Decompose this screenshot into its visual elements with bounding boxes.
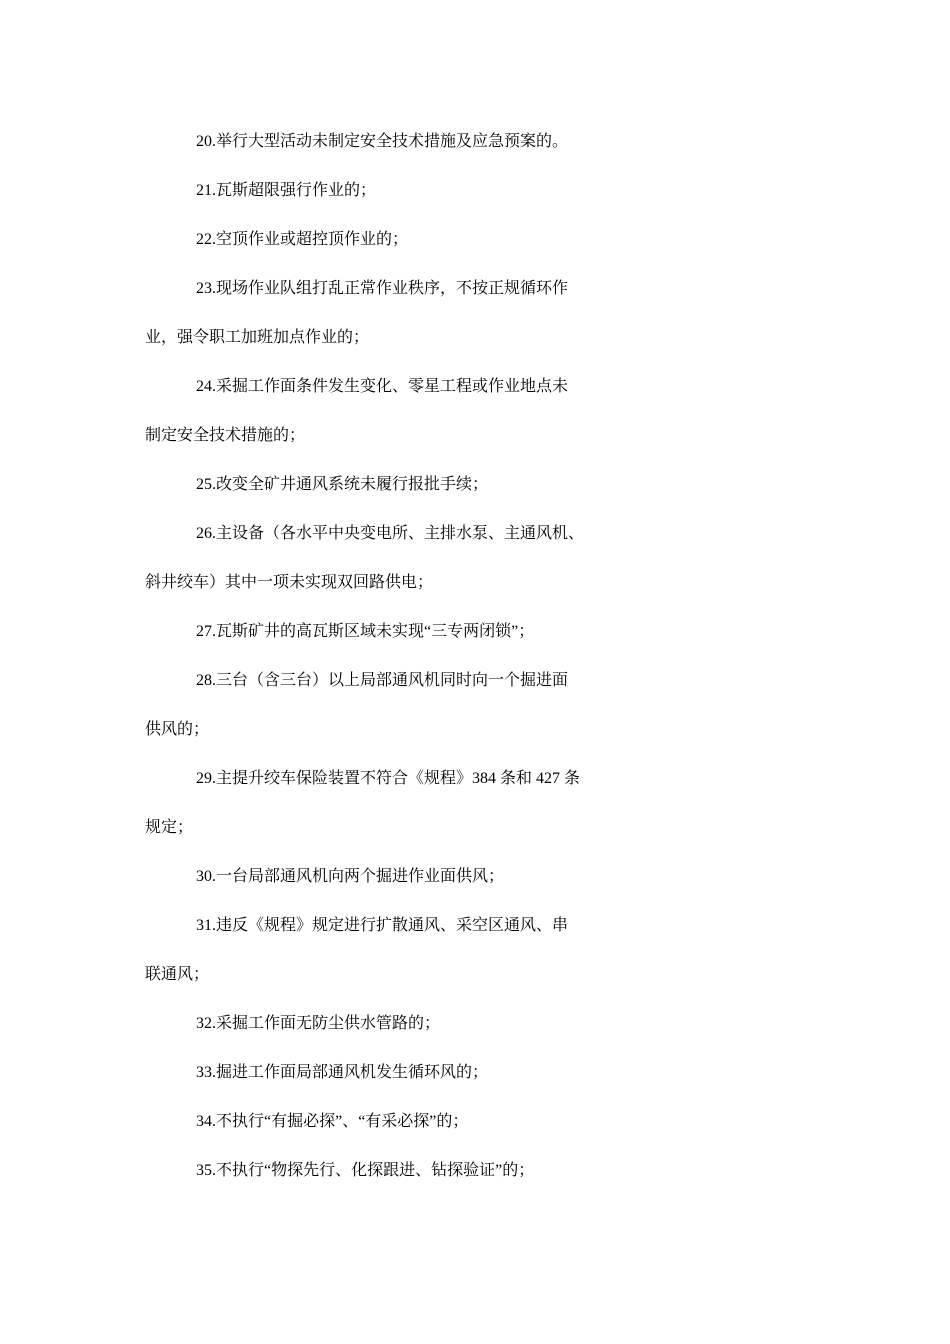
- list-item-text-continuation: 规定；: [145, 819, 194, 836]
- list-item-text-continuation: 业，强令职工加班加点作业的；: [145, 329, 370, 346]
- list-item-text: 26.主设备（各水平中央变电所、主排水泵、主通风机、: [196, 525, 585, 542]
- list-item: [145, 765, 825, 863]
- list-item-text: 31.违反《规程》规定进行扩散通风、采空区通风、串: [196, 917, 569, 934]
- list-item-text: 35.不执行“物探先行、化探跟进、钻探验证”的；: [196, 1162, 535, 1179]
- list-item-text: 28.三台（含三台）以上局部通风机同时向一个掘进面: [196, 672, 569, 689]
- list-item-text-continuation: 供风的；: [145, 721, 210, 738]
- list-item-text-continuation: 制定安全技术措施的；: [145, 427, 306, 444]
- list-item: [145, 1010, 825, 1059]
- list-item: [145, 373, 825, 471]
- list-item-text: 24.采掘工作面条件发生变化、零星工程或作业地点未: [196, 378, 569, 395]
- list-item: [145, 618, 825, 667]
- list-item-text-continuation: 斜井绞车）其中一项未实现双回路供电；: [145, 574, 434, 591]
- list-item-text: 21.瓦斯超限强行作业的；: [196, 182, 377, 199]
- list-item: [145, 275, 825, 373]
- list-item: [145, 471, 825, 520]
- list-item-text-continuation: 联通风；: [145, 966, 210, 983]
- list-item: [145, 226, 825, 275]
- list-item: [145, 1157, 825, 1206]
- list-item-text: 20.举行大型活动未制定安全技术措施及应急预案的。: [196, 133, 569, 150]
- list-item: [145, 177, 825, 226]
- list-item-text: 32.采掘工作面无防尘供水管路的；: [196, 1015, 441, 1032]
- list-item: [145, 1108, 825, 1157]
- list-item-text: 29.主提升绞车保险装置不符合《规程》384 条和 427 条: [196, 770, 581, 787]
- list-item: [145, 520, 825, 618]
- list-item-text: 25.改变全矿井通风系统未履行报批手续；: [196, 476, 489, 493]
- list-item-text: 30.一台局部通风机向两个掘进作业面供风；: [196, 868, 505, 885]
- list-item-text: 22.空顶作业或超控顶作业的；: [196, 231, 409, 248]
- list-item: [145, 128, 825, 177]
- list-item: [145, 667, 825, 765]
- list-item-text: 23.现场作业队组打乱正常作业秩序，不按正规循环作: [196, 280, 569, 297]
- list-item-text: 33.掘进工作面局部通风机发生循环风的；: [196, 1064, 489, 1081]
- list-item: [145, 912, 825, 1010]
- list-item-text: 27.瓦斯矿井的高瓦斯区域未实现“三专两闭锁”；: [196, 623, 535, 640]
- list-item: [145, 1059, 825, 1108]
- document-body: [145, 128, 825, 1206]
- list-item-text: 34.不执行“有掘必探”、“有采必探”的；: [196, 1113, 469, 1130]
- list-item: [145, 863, 825, 912]
